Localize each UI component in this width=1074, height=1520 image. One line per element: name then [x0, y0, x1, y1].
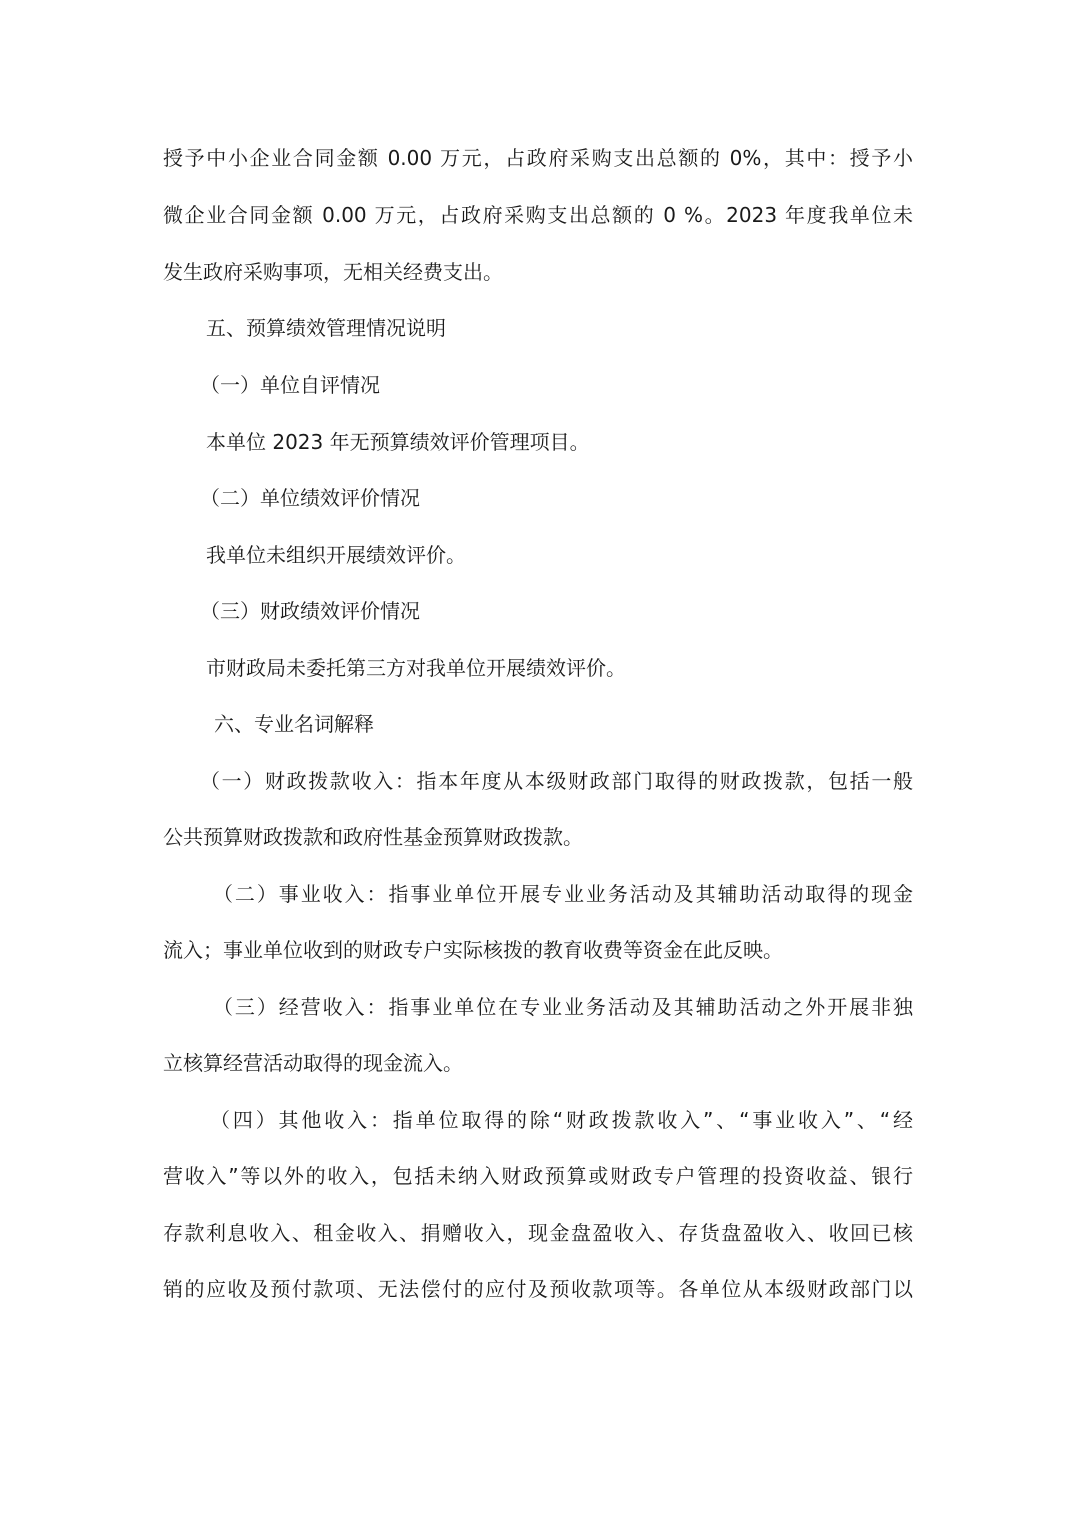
text-line: 公共预算财政拨款和政府性基金预算财政拨款。 [163, 825, 583, 849]
text-line: 我单位未组织开展绩效评价。 [206, 543, 466, 567]
definition-line: （二）事业收入：指事业单位开展专业业务活动及其辅助活动取得的现金 [213, 882, 913, 906]
section-heading: 六、专业名词解释 [214, 712, 374, 736]
text-line: 营收入”等以外的收入，包括未纳入财政预算或财政专户管理的投资收益、银行 [163, 1164, 913, 1188]
text-line: 发生政府采购事项，无相关经费支出。 [163, 260, 503, 284]
text-line: 授予中小企业合同金额 0.00 万元，占政府采购支出总额的 0%，其中：授予小 [163, 146, 913, 170]
text-line: 流入；事业单位收到的财政专户实际核拨的教育收费等资金在此反映。 [163, 938, 783, 962]
text-line: 本单位 2023 年无预算绩效评价管理项目。 [206, 430, 590, 454]
subsection-heading: （三）财政绩效评价情况 [200, 599, 420, 623]
definition-line: （三）经营收入：指事业单位在专业业务活动及其辅助活动之外开展非独 [213, 995, 913, 1019]
text-line: 微企业合同金额 0.00 万元，占政府采购支出总额的 0 %。2023 年度我单位未 [163, 203, 913, 227]
text-line: 立核算经营活动取得的现金流入。 [163, 1051, 463, 1075]
subsection-heading: （二）单位绩效评价情况 [200, 486, 420, 510]
section-heading: 五、预算绩效管理情况说明 [206, 316, 446, 340]
text-line: 市财政局未委托第三方对我单位开展绩效评价。 [206, 656, 626, 680]
text-line: 销的应收及预付款项、无法偿付的应付及预收款项等。各单位从本级财政部门以 [163, 1277, 913, 1301]
definition-line: （一）财政拨款收入：指本年度从本级财政部门取得的财政拨款，包括一般 [200, 769, 913, 793]
definition-line: （四）其他收入：指单位取得的除“财政拨款收入”、“事业收入”、“经 [210, 1108, 913, 1132]
subsection-heading: （一）单位自评情况 [200, 373, 380, 397]
text-line: 存款利息收入、租金收入、捐赠收入，现金盘盈收入、存货盘盈收入、收回已核 [163, 1221, 913, 1245]
